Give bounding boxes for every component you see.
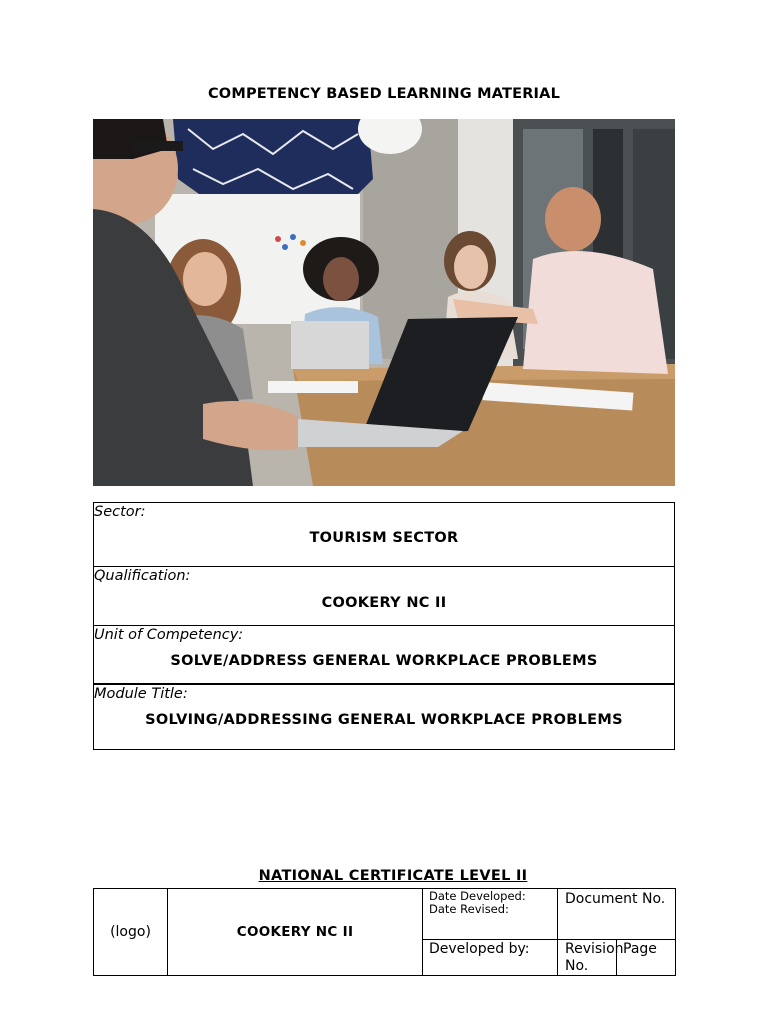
unit-of-competency-row [94,625,674,684]
document-footer-table [93,888,676,976]
sector-label: Sector: [94,504,146,520]
unit-label: Unit of Competency: [94,627,244,643]
revision-no-label: Revision No. [558,940,617,976]
logo-placeholder: (logo) [94,889,168,976]
developed-by-label: Developed by: [423,940,558,976]
meeting-illustration [93,119,675,486]
qualification-value: COOKERY NC II [321,595,447,611]
certificate-level: NATIONAL CERTIFICATE LEVEL II [258,868,528,884]
qualification-row [94,566,674,625]
module-title-row [94,684,674,749]
page-label: Page [617,940,676,976]
document-no-label: Document No. [558,889,676,940]
sector-value: TOURISM SECTOR [309,530,459,546]
cover-photo [93,119,675,486]
date-revised-label: Date Revised: [429,902,509,916]
unit-value: SOLVE/ADDRESS GENERAL WORKPLACE PROBLEMS [170,653,598,669]
module-value: SOLVING/ADDRESSING GENERAL WORKPLACE PROBLEMS [145,712,623,728]
document-title: COMPETENCY BASED LEARNING MATERIAL [207,86,561,102]
module-label: Module Title: [94,686,188,702]
dates-cell [423,889,558,940]
qualification-label: Qualification: [94,568,191,584]
date-developed-label: Date Developed: [429,889,526,903]
sector-row [94,503,674,566]
footer-qualification: COOKERY NC II [168,889,423,976]
qualification-info-table [93,502,675,750]
